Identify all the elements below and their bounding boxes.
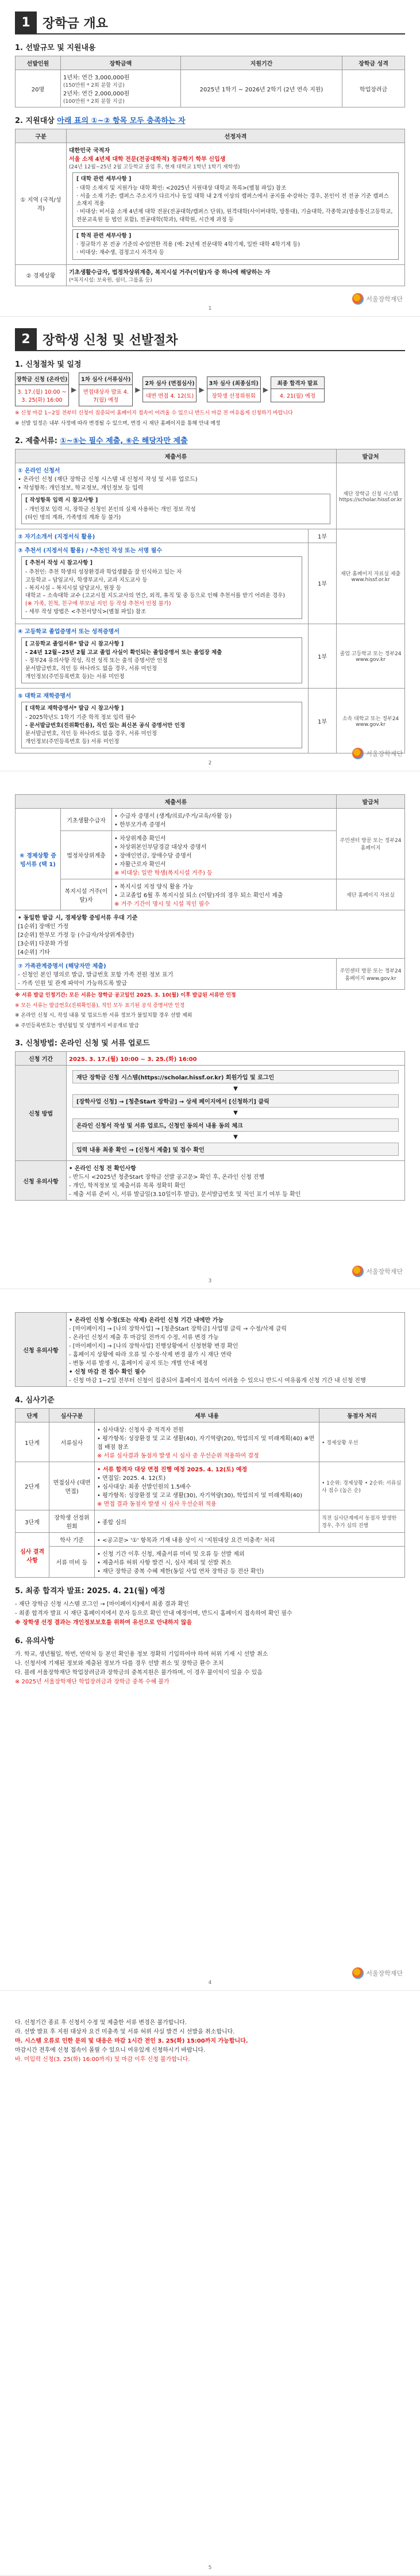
col-header: 지원기간 — [181, 56, 342, 70]
col-header: 선정자격 — [67, 129, 405, 143]
arrow-right-icon: ▶ — [263, 385, 268, 394]
documents-table-cont — [15, 794, 405, 990]
box-line: 고등학교 – 담임교사, 학생부교사, 교과 지도교사 등 — [25, 576, 148, 583]
top-spacer — [0, 1991, 420, 2014]
col-header: 장학금 성격 — [342, 56, 405, 70]
caution-note: 가. 학교, 생년월일, 학번, 연락처 등 본인 확인용 정보 정확히 기입하여야 하며 허위 기재 시 선발 취소 — [15, 1651, 268, 1658]
doc-cell — [112, 809, 337, 831]
box-head: [ 학적 관련 세부사항 ] — [76, 232, 132, 239]
section-highlight: ①~⑤는 필수 제출, ⑥은 해당자만 제출 — [60, 437, 188, 445]
logo-icon — [352, 748, 364, 759]
doc-line: • 차상위계층 확인서 — [114, 836, 166, 842]
issuer-cell: 재단 홈페이지 자료실 — [337, 879, 405, 910]
doc-cell — [16, 543, 309, 624]
box-line: - 개인정보 입력 시, 장학금 신청인 본인의 실제 사용하는 개인 정보 작성 — [25, 506, 196, 513]
final-line: 다. 신청기간 종료 후 신청서 수정 및 제출한 서류 변경은 불가합니다. — [15, 2020, 187, 2026]
caution-line: • 신청 마감 전 접수 확인 필수 — [69, 1369, 146, 1375]
detail-line: 대한민국 국적자 — [69, 148, 110, 154]
page-number: 5 — [208, 2565, 212, 2571]
doc-line: • 고교졸업 6월 후 복지시설 퇴소 (이탈)자의 경우 퇴소 확인서 제출 — [114, 893, 283, 899]
detail-line: (*복지시설: 보육원, 쉼터, 그룹홈 등) — [69, 277, 152, 283]
foundation-logo — [352, 748, 403, 759]
info-box — [72, 172, 399, 227]
caution-line: - 변동 서류 발생 시, 홈페이지 공지 또는 개별 안내 예정 — [69, 1360, 208, 1367]
arrow-down-icon: ▼ — [233, 1110, 238, 1116]
box-line: - 정부24 유의사항 작성, 직전 성적 또는 출석 증명서만 인정 — [25, 658, 168, 664]
notes-head: • 동일한 발급 시, 경제상황 증빙서류 우대 기준 — [18, 915, 138, 921]
doc-cell — [16, 529, 309, 543]
flow-note: ※ 신청 마감 1~2일 전부터 신청이 집중되어 홈페이지 접속이 어려울 수 있으니 반드시 마감 전 여유롭게 신청하기 바랍니다 — [15, 410, 293, 416]
info-box — [21, 637, 302, 684]
info-box — [72, 229, 399, 260]
issuer-cell: 주민센터 방문 또는 정부24 홈페이지 — [337, 809, 405, 879]
flow-step — [271, 376, 325, 402]
final-line: 라. 선발 발표 후 지원 대상자 요건 미충족 및 서류 허위 사실 발견 시 선발을 취소합니다. — [15, 2029, 235, 2035]
row-header: 신청 방법 — [16, 1066, 67, 1161]
col-header: 단계 — [16, 1409, 49, 1422]
amount-line: 2년차: 연간 2,000,000원 — [63, 91, 130, 97]
doc-title: ⑤ 대학교 재학증명서 — [18, 693, 71, 700]
logo-text: 서울장학재단 — [366, 1268, 403, 1275]
stage-cell: 2단계 — [16, 1462, 49, 1510]
flow-step — [207, 376, 261, 402]
box-line: - 2025학년도 1학기 기준 학적 정보 입력 필수 — [25, 714, 136, 721]
period-value: 2025. 3. 17.(월) 10:00 ~ 3. 25.(화) 16:00 — [67, 1052, 405, 1066]
caution-line: - 홈페이지 상황에 따라 오류 및 수정·삭제 변경 불가 시 재단 연락 — [69, 1352, 232, 1358]
stage-cell: 1단계 — [16, 1422, 49, 1462]
result-line: ※ 장학생 선정 결과는 개인정보보호를 위하여 유선으로 안내하지 않음 — [15, 1620, 192, 1626]
top-spacer — [0, 1289, 420, 1312]
result-notes — [15, 1600, 405, 1628]
page-3 — [0, 771, 420, 1289]
arrow-right-icon: ▶ — [135, 385, 141, 394]
caution-cell — [67, 1161, 405, 1201]
stage-line: • 서류 합격자 대상 면접 진행 예정 2025. 4. 12(토) 예정 — [97, 1467, 248, 1473]
issuer-cell: 졸업 고등학교 또는 정부24 www.gov.kr — [337, 624, 405, 689]
section-title: 1. 선발규모 및 지원내용 — [15, 44, 96, 52]
amount-line: 1년차: 연간 3,000,000원 — [63, 75, 130, 81]
doc-line: - 신청인 본인 명의로 발급, 발급번호 포함 가족 전원 정보 표기 — [18, 972, 174, 978]
caution-line: - [마이페이지] → [나의 장학사업] 진행상황에서 신청현황 변경 확인 — [69, 1343, 238, 1349]
stage-line: • 종합 심의 — [97, 1519, 126, 1526]
doc-line: • 수급자 증명서 (생계/의료/주거/교육/자활 등) — [114, 813, 232, 820]
qty-cell: 1부 — [309, 543, 337, 624]
box-line: · 비대상: 재수생, 검정고시 자격자 등 — [76, 249, 164, 256]
flow-step-title: 장학금 신청 (온라인) — [16, 373, 68, 385]
notes-line: [2순위] 한부모 가정 등 (수급자/차상위계층만) — [18, 932, 134, 939]
doc-line: - 가족 인원 및 관계 파악이 가능하도록 발급 — [18, 981, 128, 987]
box-head: [ 대학 관련 세부사항 ] — [76, 176, 132, 182]
col-header: 발급처 — [337, 795, 405, 809]
caution-line: - 개인, 학적정보 및 제출서류 목록 정확히 확인 — [69, 1183, 186, 1189]
qty-cell: 1부 — [309, 624, 337, 689]
amount-cell — [61, 70, 181, 107]
notes-line: [4순위] 기타 — [18, 949, 50, 956]
box-line: 대학교 – 소속대학 교수 (고교시절 지도교사의 연간, 외적, 휴직 및 중 등으로 인해 추천서를 받기 어려운 경우) — [25, 593, 285, 599]
stage-detail — [95, 1462, 319, 1510]
doc-cell — [112, 879, 337, 910]
page-number: 1 — [208, 306, 212, 312]
warning-line: ※ 서류 발급 인정기간: 모든 서류는 장학금 공고일인 2025. 3. 10(월) 이후 발급된 서류만 인정 — [15, 993, 236, 998]
method-step: [장학사업 신청] → [청춘Start 장학금] → 상세 페이지에서 [신청하기] 클릭 — [72, 1094, 399, 1108]
arrow-down-icon: ▼ — [233, 1134, 238, 1140]
box-line: (타인 명의 계좌, 가족명의 계좌 등 불가) — [25, 514, 121, 521]
box-head: [ 고등학교 졸업서류* 발급 시 참고사항 ] — [25, 640, 124, 647]
arrow-down-icon: ▼ — [233, 1086, 238, 1092]
amount-line: (150만원 * 2회 분할 지급) — [63, 83, 125, 89]
stage-detail — [95, 1547, 405, 1578]
final-line: 바. 미입력 신청(3. 25(화) 16:00까지) 및 마감 이후 신청 불가합니다. — [15, 2056, 190, 2063]
stage-line: ※ 면접 결과 동점자 발생 시 심사 우선순위 적용 — [97, 1501, 217, 1508]
section-title: 6. 유의사항 — [15, 1637, 55, 1645]
box-line: - 문서발급번호(진위확인용), 직인 있는 최신본 공식 증명서만 인정 — [25, 722, 185, 729]
stage-line: • 제출서류 허위 사항 발견 시, 심사 제외 및 선발 취소 — [97, 1560, 232, 1566]
final-line: 마. 시스템 오류로 인한 문의 및 대응은 마감 1시간 전인 3. 25(화) 15:00까지 가능합니다. — [15, 2038, 248, 2044]
box-line: 개인정보(주민등록번호 등) 서류 미인정 — [25, 738, 120, 745]
nature-cell: 학업장려금 — [342, 70, 405, 107]
caution-line: • 온라인 신청 수정(또는 삭제) 온라인 신청 기간 내에만 가능 — [69, 1317, 224, 1324]
section-title: 3. 신청방법: 온라인 신청 및 서류 업로드 — [15, 1039, 150, 1048]
stage-type: 면접심사 (대면 면접) — [49, 1462, 95, 1510]
col-header: 동점자 처리 — [319, 1409, 405, 1422]
box-line: 문서발급번호, 직인 등 하나라도 없을 경우, 서류 미인정 — [25, 730, 157, 737]
row-label: ② 경제상황 — [16, 264, 67, 286]
box-head: [ 대학교 재학증명서* 발급 시 참고사항 ] — [25, 705, 124, 712]
result-line: - 최종 합격자 발표 시 재단 홈페이지에서 문자 등으로 확인 안내 예정이며, 반드시 홈페이지 접속하여 확인 필수 — [15, 1610, 292, 1617]
box-head: [ 추천서 작성 시 참고사항 ] — [25, 560, 93, 567]
doc-cell — [16, 624, 309, 689]
logo-icon — [352, 293, 364, 305]
doc-line: • 자활근로자 확인서 — [114, 862, 166, 868]
flow-step — [79, 372, 133, 406]
stage-line: • 면접일: 2025. 4. 12(토) — [97, 1475, 166, 1482]
arrow-right-icon: ▶ — [199, 385, 205, 394]
doc-line: ※ 거주 기간이 명시 및 시설 직인 필수 — [114, 901, 210, 908]
stage-detail — [95, 1510, 319, 1533]
page-5 — [0, 1991, 420, 2576]
detail-line: 기초생활수급자, 법정차상위계층, 복지시설 거주(이탈)자 중 하나에 해당하는 자 — [69, 269, 271, 276]
doc-line: • 작성항목: 개인정보, 학교정보, 개인정보 등 입력 — [18, 485, 144, 491]
flow-step-title: 1차 심사 (서류심사) — [79, 373, 132, 385]
chapter-number: 2 — [15, 328, 37, 350]
section-title: 5. 최종 합격자 발표: 2025. 4. 21(월) 예정 — [15, 1587, 165, 1595]
criteria-table — [15, 1408, 405, 1578]
box-line: · 대학 소재지 및 지원가능 대학 확인: <2025년 지원대상 대학교 목록>(별첨 파일) 참조 — [76, 184, 287, 191]
page-number: 3 — [208, 1278, 212, 1284]
flow-step-title: 최종 합격자 발표 — [271, 377, 324, 389]
notes-cell — [16, 910, 405, 959]
period-cell: 2025년 1학기 ~ 2026년 2학기 (2년 연속 지원) — [181, 70, 342, 107]
row-header: 신청 유의사항 — [16, 1161, 67, 1201]
box-head: [ 작성항목 입력 시 참고사항 ] — [25, 497, 98, 503]
sub-label: 법정차상위계층 — [61, 831, 112, 879]
qty-cell: 1부 — [309, 529, 337, 543]
doc-title: ② 자기소개서 (지정서식 활용) — [18, 534, 95, 541]
stage-type: 장학생 선정위원회 — [49, 1510, 95, 1533]
row-label: ① 지역 (국적/성격) — [16, 143, 67, 265]
doc-line: ※ 비대상: 일반 학생(복지시설 거주) 등 — [114, 870, 213, 876]
info-box — [21, 556, 302, 618]
flow-step-date: 4. 21(월) 예정 — [279, 393, 315, 399]
notes-line: [3순위] 다문화 가정 — [18, 941, 69, 947]
issuer-cell: 재단 장학금 신청 시스템 https://scholar.hissf.or.kr — [337, 463, 405, 529]
chapter-header — [15, 11, 405, 34]
stage-line: • 평가항목: 성장환경 및 고교 생활(30), 자기역량(30), 학업의지 및 미래계획(40) — [97, 1493, 302, 1499]
caution-line: • 온라인 신청 전 확인사항 — [69, 1166, 136, 1172]
warning-line: ※ 모든 서류는 발급번호(진위확인용), 직인 모두 표기된 공식 증명서만 인정 — [15, 1002, 185, 1009]
doc-title: ④ 고등학교 졸업증명서 또는 성적증명서 — [18, 628, 120, 635]
issuer-cell: 재단 홈페이지 자료실 제출 www.hissf.or.kr — [337, 529, 405, 624]
logo-text: 서울장학재단 — [366, 295, 403, 303]
qty-cell: 1부 — [309, 689, 337, 753]
caution-cell — [67, 1313, 405, 1387]
issuer-cell: 주민센터 방문 또는 정부24 홈페이지 www.gov.kr — [337, 959, 405, 990]
foundation-logo — [352, 1266, 403, 1277]
caution-table — [15, 1312, 405, 1387]
notes-line: [1순위] 장애인 가정 — [18, 924, 69, 930]
eligibility-detail — [67, 264, 405, 286]
stage-line: • 평가항목: 성장환경 및 고교 생활(40), 자기역량(20), 학업의지 및 미래계획(40) ※면접 배점 참조 — [97, 1436, 315, 1451]
caution-note: ※ 2025년 서울장학재단 학업장려금과 장학금 중복 수혜 불가 — [15, 1679, 169, 1685]
caution-line: - 온라인 신청서 제출 후 마감일 전까지 수정, 서류 변경 가능 — [69, 1335, 219, 1341]
stage-detail: • <공고문> '①' 항목과 기재 내용 상이 시 '지원대상 요건 미충족' 처리 — [95, 1533, 405, 1547]
page-number: 4 — [208, 1980, 212, 1986]
col-header: 심사구분 — [49, 1409, 95, 1422]
section-title — [15, 435, 405, 445]
box-line: 문서발급번호, 직인 등 하나라도 없을 경우, 서류 미인정 — [25, 665, 157, 672]
final-line: 마감시간 전후에 신청 접속이 몰릴 수 있으니 여유있게 신청하시기 바랍니다. — [15, 2047, 206, 2054]
warning-line: ※ 주민등록번호는 생년월일 및 성별까지 비공개로 발급 — [15, 1022, 139, 1029]
col-header: 장학금액 — [61, 56, 181, 70]
count-cell: 20명 — [16, 70, 61, 107]
section-title — [15, 114, 405, 125]
page-2 — [0, 328, 420, 771]
col-header: 선발인원 — [16, 56, 61, 70]
eligibility-table — [15, 129, 405, 286]
box-line: - 세부 작성 방법은 <추천서양식>(별첨 파일) 참조 — [25, 608, 147, 615]
method-step: 재단 장학금 신청 시스템(https://scholar.hissf.or.kr) 회원가입 및 로그인 — [72, 1070, 399, 1083]
col-header: 세부 내용 — [95, 1409, 319, 1422]
caution-note: 나. 신청서에 기재된 정보와 제출된 정보가 다를 경우 선발 취소 및 장학금 환수 조치 — [15, 1660, 224, 1667]
caution-notes — [15, 1650, 405, 1687]
col-header: 구분 — [16, 129, 67, 143]
doc-title: ③ 추천서 (지정서식 활용) / *추천인 작성 또는 서명 필수 — [18, 548, 163, 555]
doc-line: • 장애인연금, 장애수당 증명서 — [114, 853, 192, 859]
detail-line: (24년 12월~25년 2월 고등학교 졸업 후, 현재 대학교 1학년 1학기 재학생) — [69, 164, 240, 170]
box-line: 개인정보(주민등록번호 등)는 서류 미인정 — [25, 673, 125, 680]
stage-cell: 심사 결격 사항 — [16, 1533, 49, 1578]
page-1 — [0, 11, 420, 317]
application-method-table — [15, 1051, 405, 1201]
stage-line: • 심사대상: 최종 선발인원의 1.5배수 — [97, 1484, 191, 1490]
flow-step-title: 2차 심사 (면접심사) — [143, 377, 196, 389]
section-title-text: 2. 지원대상 — [15, 117, 55, 125]
flow-step-title: 3차 심사 (최종심의) — [207, 377, 260, 389]
stage-type: 학사 기준 — [49, 1533, 95, 1547]
section-highlight: 아래 표의 ①~② 항목 모두 충족하는 자 — [57, 117, 186, 125]
support-table — [15, 56, 405, 107]
stage-cell: 3단계 — [16, 1510, 49, 1533]
eligibility-detail — [67, 143, 405, 265]
box-line: · 정규학기 본 전공 기준의 수업연한 적용 (예: 2년제 전문대학 4학기제, 일반 대학 4학기제 등) — [76, 241, 300, 248]
info-box — [21, 494, 330, 524]
sub-label: 기초생활수급자 — [61, 809, 112, 831]
tie-cell: • 1순위: 경제상황 • 2순위: 서류심사 점수 (높은 순) — [319, 1462, 405, 1510]
doc-cell — [16, 463, 337, 529]
tie-cell: • 경제상황 우선 — [319, 1422, 405, 1462]
stage-detail — [95, 1422, 319, 1462]
row-header: 신청 기간 — [16, 1052, 67, 1066]
stage-line: • 심사대상: 신청자 중 적격자 전원 — [97, 1427, 184, 1433]
foundation-logo — [352, 293, 403, 305]
stage-line: ※ 서류 심사결과 동점자 발생 시 심사 중 우선순위 적용하여 결정 — [97, 1453, 259, 1459]
section-title-text: 2. 제출서류: — [15, 437, 57, 445]
group-label: ⑥ 경제상황 증빙서류 (택 1) — [16, 809, 61, 910]
chapter-number: 1 — [15, 11, 37, 33]
caution-note: 다. 블레 서울장학재단 학업장려금과 장학금의 중복지원은 불가하며, 이 경우 불이익이 있을 수 있음 — [15, 1670, 263, 1676]
flow-note: ※ 선발 일정은 내부 사정에 따라 변경될 수 있으며, 변경 시 재단 홈페이지를 통해 안내 예정 — [15, 420, 221, 426]
doc-line: • 온라인 신청 (재단 장학금 신청 시스템 내 신청서 작성 및 서류 업로드) — [18, 476, 198, 483]
flow-step — [142, 376, 196, 402]
logo-icon — [352, 1967, 364, 1979]
stage-type: 서류 미비 등 — [49, 1547, 95, 1578]
flow-step-date: 면접대상자 발표 4. 7(월) 예정 — [83, 389, 129, 403]
stage-type: 서류심사 — [49, 1422, 95, 1462]
doc-title: ① 온라인 신청서 — [18, 468, 60, 474]
final-notes — [15, 2018, 405, 2064]
page-number: 2 — [208, 760, 212, 766]
box-line: (※ 가족, 친척, 친구에 부모님 지인 등 작성 추천서 인정 불가) — [25, 601, 171, 608]
doc-cell — [16, 689, 309, 753]
flow-step-date: 장학생 선정위원회 — [211, 393, 256, 399]
flow-step-date: 대면 면접 4. 12(토) — [145, 393, 194, 399]
chapter-header — [15, 328, 405, 351]
box-line: · 비대상: 비서울 소재 4년제 대학 전문(전공대학/캠퍼스 단위), 원격대학(사이버대학, 방통대), 기술대학, 각종학교(방송통신고등학교, 전문교육원 등 법인 포함), 전공대학(학과), 대학원, 시간제 과정 등 — [76, 209, 393, 223]
box-line: - 추천인: 추천 학생의 성장환경과 학업생활을 잘 인식하고 있는 자 — [25, 569, 182, 576]
sub-label: 복지시설 거주(이탈)자 — [61, 879, 112, 910]
doc-cell — [112, 831, 337, 879]
flow-step — [15, 372, 69, 406]
doc-title: ⑦ 가족관계증명서 (해당자만 제출) — [18, 963, 106, 970]
tie-cell: 직전 심사단계에서 동점자 발생한 경우, 추가 심의 진행 — [319, 1510, 405, 1533]
warning-line: ※ 온라인 신청 시, 작성 내용 및 업로드한 서류 정보가 불일치할 경우 선발 제외 — [15, 1013, 192, 1018]
doc-line: • 한부모가족 증명서 — [114, 822, 166, 828]
chapter-title: 장학금 개요 — [43, 16, 108, 31]
doc-line: • 복지시설 지정 양식 활용 가능 — [114, 884, 194, 890]
page-4 — [0, 1289, 420, 1991]
col-header: 제출서류 — [16, 449, 337, 463]
stage-line: • 신청 기간 이후 신청, 제출서류 미비 및 오류 등 선발 제외 — [97, 1551, 245, 1558]
doc-line: • 차상위본인부담경감 대상자 증명서 — [114, 844, 207, 851]
method-steps — [67, 1066, 405, 1161]
logo-icon — [352, 1266, 364, 1277]
top-spacer — [0, 771, 420, 794]
caution-line: - [마이페이지] → [나의 장학사업] → [청춘Start 장학금] 사업명 클릭 → 수정/삭제 클릭 — [69, 1326, 287, 1332]
arrow-right-icon: ▶ — [71, 385, 77, 394]
documents-table — [15, 449, 405, 753]
logo-text: 서울장학재단 — [366, 1970, 403, 1977]
issuer-cell: 소속 대학교 또는 정부24 www.gov.kr — [337, 689, 405, 753]
info-box — [21, 702, 302, 748]
col-header: 발급처 — [337, 449, 405, 463]
method-step: 온라인 신청서 작성 및 서류 업로드, 신청인 동의서 내용 동의 체크 — [72, 1118, 399, 1132]
process-flow — [15, 372, 405, 406]
box-line: - 복지시설 – 복지시설 담당교사, 원장 등 — [25, 585, 121, 591]
row-header: 신청 유의사항 — [16, 1313, 67, 1387]
caution-line: - 반드시 <2025년 청춘Start 장학금 선발 공고문> 확인 후, 온라인 신청 진행 — [69, 1174, 265, 1181]
flow-step-date: 3. 17.(월) 10:00 ~ 3. 25(화) 16:00 — [17, 389, 67, 403]
chapter-title: 장학생 신청 및 선발절차 — [43, 333, 178, 348]
caution-line: - 신청 마감 1~2일 전부터 신청이 집중되어 홈페이지 접속이 어려울 수 있으니 반드시 여유롭게 신청 기간 내 신청 진행 — [69, 1378, 366, 1384]
stage-line: • 재단 장학금 중복 수혜 제한(동일 사업 연차 장학금 등 전산 확인) — [97, 1568, 264, 1575]
caution-line: - 제출 서류 준비 시, 서류 발급일(3.10일이후 발급), 문서발급번호 및 직인 표기 여부 등 확인 — [69, 1191, 301, 1198]
amount-line: (100만원 * 2회 분할 지급) — [63, 99, 125, 105]
section-title: 4. 심사기준 — [15, 1396, 55, 1405]
foundation-logo — [352, 1967, 403, 1979]
box-line: · 서울 소재 기준: 캠퍼스 주소지가 다르거나 동일 대학 내 2개 이상의 캠퍼스에서 공지를 수강하는 경우, 본인이 전 전공 기준 캠퍼스 소재지 적용 — [76, 193, 389, 207]
section-title: 1. 신청절차 및 일정 — [15, 360, 82, 369]
doc-cell — [16, 959, 337, 990]
method-step: 입력 내용 최종 확인 → [신청서 제출] 및 접수 확인 — [72, 1143, 399, 1156]
col-header: 제출서류 — [16, 795, 337, 809]
logo-text: 서울장학재단 — [366, 750, 403, 758]
detail-line: 서울 소재 4년제 대학 전문(전공대학적) 정규학기 학부 신입생 — [69, 156, 226, 163]
result-line: - 재단 장학금 신청 시스템 로그인 → [마이페이지]에서 최종 결과 확인 — [15, 1601, 189, 1608]
box-line: - 24년 12월~25년 2월 고교 졸업 사실이 확인되는 졸업증명서 또는 졸업장 제출 — [25, 649, 222, 656]
